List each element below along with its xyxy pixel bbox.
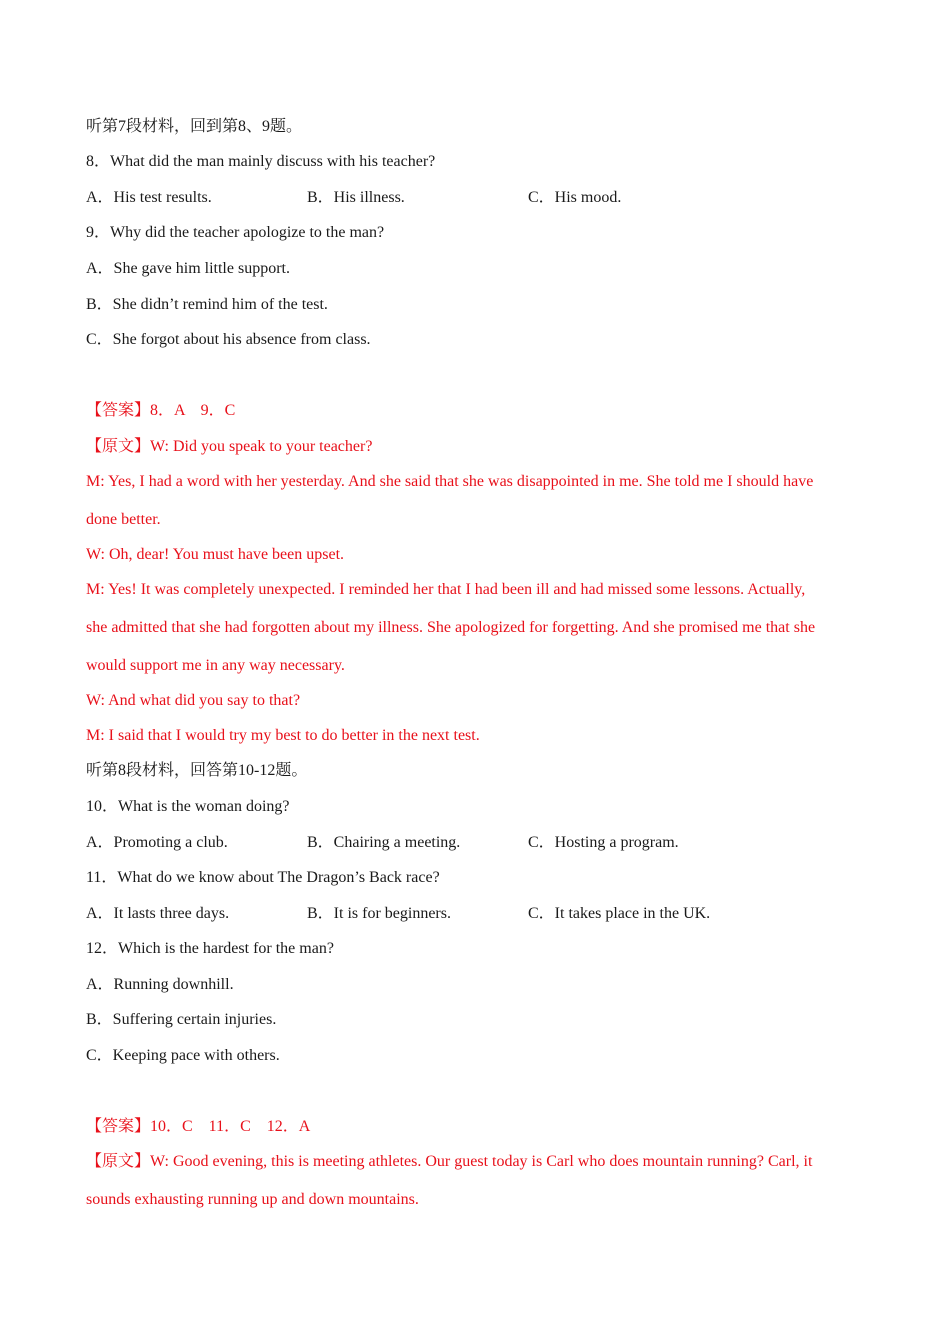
question-10-option-c: C．Hosting a program. <box>528 834 679 851</box>
transcript-line: would support me in any way necessary. <box>86 657 345 674</box>
question-8-option-a: A．His test results. <box>86 189 212 206</box>
question-8-option-c: C．His mood. <box>528 189 622 206</box>
question-12-option-a: A．Running downhill. <box>86 976 234 993</box>
question-12-option-b: B．Suffering certain injuries. <box>86 1011 277 1028</box>
transcript-line: 【原文】W: Good evening, this is meeting athletes. Our guest today is Carl who does mountain running? Carl, it <box>86 1153 813 1170</box>
question-9-option-b: B．She didn’t remind him of the test. <box>86 296 328 313</box>
question-12-stem: 12．Which is the hardest for the man? <box>86 940 334 957</box>
question-11-stem: 11．What do we know about The Dragon’s Back race? <box>86 869 440 886</box>
question-9-option-a: A．She gave him little support. <box>86 260 290 277</box>
question-10-stem: 10．What is the woman doing? <box>86 798 290 815</box>
question-9-stem: 9．Why did the teacher apologize to the man? <box>86 224 385 241</box>
question-11-option-c: C．It takes place in the UK. <box>528 905 711 922</box>
question-10-option-a: A．Promoting a club. <box>86 834 228 851</box>
transcript-line: she admitted that she had forgotten about my illness. She apologized for forgetting. And she promised me that she <box>86 619 816 636</box>
section7-answer: 【答案】8．A 9．C <box>86 402 236 419</box>
transcript-line: M: Yes, I had a word with her yesterday. And she said that she was disappointed in me. She told me I should have <box>86 473 814 490</box>
transcript-line: done better. <box>86 511 161 528</box>
section8-answer: 【答案】10．C 11．C 12．A <box>86 1118 311 1135</box>
question-9-option-c: C．She forgot about his absence from class. <box>86 331 371 348</box>
question-8-option-b: B．His illness. <box>307 189 405 206</box>
transcript-line: M: I said that I would try my best to do better in the next test. <box>86 727 480 744</box>
question-12-option-c: C．Keeping pace with others. <box>86 1047 280 1064</box>
transcript-line: M: Yes! It was completely unexpected. I reminded her that I had been ill and had missed some lessons. Actually, <box>86 581 806 598</box>
transcript-line: 【原文】W: Did you speak to your teacher? <box>86 438 373 455</box>
section7-heading: 听第7段材料，回到第8、9题。 <box>86 118 303 135</box>
question-11-option-a: A．It lasts three days. <box>86 905 230 922</box>
question-10-option-b: B．Chairing a meeting. <box>307 834 461 851</box>
question-11-option-b: B．It is for beginners. <box>307 905 451 922</box>
transcript-line: W: And what did you say to that? <box>86 692 301 709</box>
transcript-line: W: Oh, dear! You must have been upset. <box>86 546 345 563</box>
transcript-line: sounds exhausting running up and down mountains. <box>86 1191 419 1208</box>
section8-heading: 听第8段材料，回答第10-12题。 <box>86 762 308 779</box>
question-8-stem: 8．What did the man mainly discuss with his teacher? <box>86 153 436 170</box>
